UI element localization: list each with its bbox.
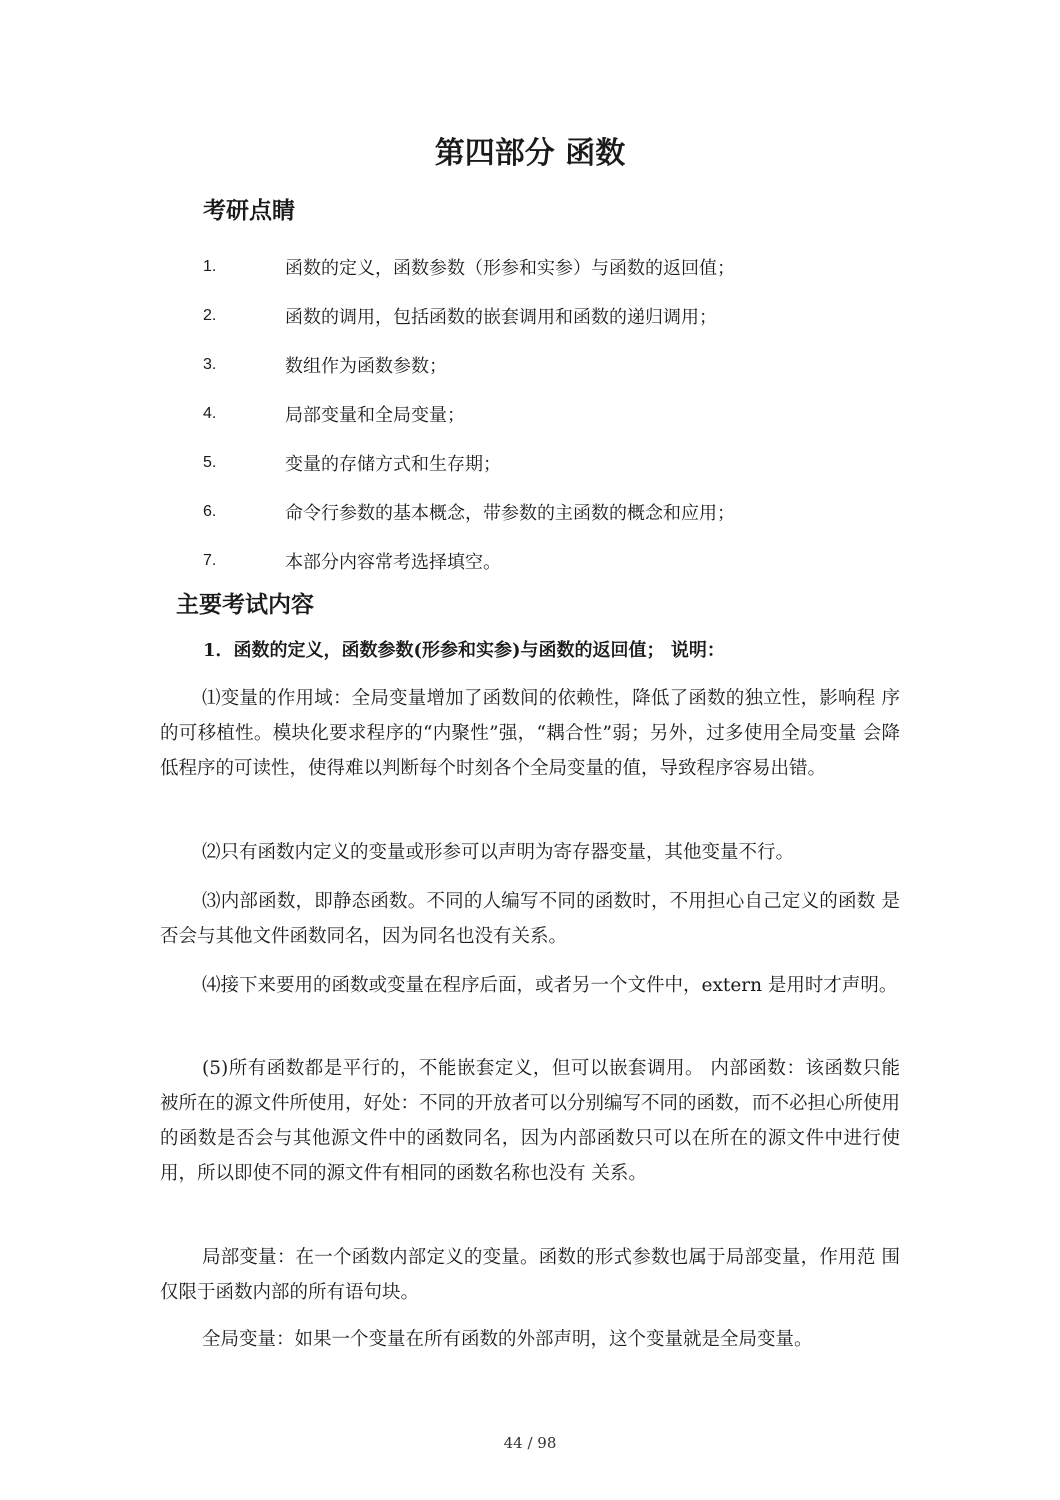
list-item-text: 本部分内容常考选择填空。: [285, 551, 501, 573]
list-item: [203, 389, 735, 438]
paragraph-scope: ⑴变量的作用域：全局变量增加了函数间的依赖性，降低了函数的独立性，影响程 序的可移植性。模块化要求程序的“内聚性”强，“耦合性”弱；另外，过多使用全局变量 会降低程序的可读性，使得难以判断每个时刻各个全局变量的值，导致程序容易出错。: [160, 688, 900, 779]
key-points-list: [203, 242, 735, 585]
paragraph-static-function: ⑶内部函数，即静态函数。不同的人编写不同的函数时，不用担心自己定义的函数 是否会与其他文件函数同名，因为同名也没有关系。: [160, 891, 900, 947]
list-item-number: 3.: [203, 355, 217, 373]
list-item: [203, 291, 735, 340]
list-item-text: 命令行参数的基本概念，带参数的主函数的概念和应用；: [285, 502, 735, 524]
paragraph-local-variable: 局部变量：在一个函数内部定义的变量。函数的形式参数也属于局部变量，作用范 围仅限于函数内部的所有语句块。: [160, 1247, 900, 1303]
list-item-number: 6.: [203, 502, 217, 520]
list-item-number: 1.: [203, 257, 217, 275]
list-item: [203, 242, 735, 291]
paragraph-parallel-functions: (5)所有函数都是平行的，不能嵌套定义，但可以嵌套调用。 内部函数：该函数只能被所在的源文件所使用，好处：不同的开放者可以分别编写不同的函数，而不必担心所使用的函数是否会与其他源文件中的函数同名，因为内部函数只可以在所在的源文件中进行使用，所以即使不同的源文件有相同的函数名称也没有 关系。: [160, 1058, 901, 1184]
list-item-number: 5.: [203, 453, 217, 471]
list-item: [203, 438, 735, 487]
subsection-heading: 1．函数的定义，函数参数(形参和实参)与函数的返回值； 说明：: [203, 640, 725, 661]
list-item-number: 4.: [203, 404, 217, 422]
list-item-text: 变量的存储方式和生存期；: [285, 453, 501, 475]
paragraph-extern: ⑷接下来要用的函数或变量在程序后面，或者另一个文件中，extern 是用时才声明。: [202, 975, 898, 996]
page-number: 44 / 98: [503, 1434, 557, 1452]
list-item: [203, 487, 735, 536]
list-item-text: 函数的定义，函数参数（形参和实参）与函数的返回值；: [285, 257, 735, 279]
list-item-text: 局部变量和全局变量；: [285, 404, 465, 426]
paragraph-global-variable: 全局变量：如果一个变量在所有函数的外部声明，这个变量就是全局变量。: [202, 1329, 813, 1350]
list-item-text: 数组作为函数参数；: [285, 355, 447, 377]
list-item: [203, 340, 735, 389]
paragraph-register: ⑵只有函数内定义的变量或形参可以声明为寄存器变量，其他变量不行。: [202, 842, 795, 863]
list-item: [203, 536, 735, 585]
page-title: 第四部分 函数: [434, 136, 626, 171]
list-item-number: 7.: [203, 551, 217, 569]
section-heading-key-points: 考研点睛: [203, 198, 295, 224]
list-item-text: 函数的调用，包括函数的嵌套调用和函数的递归调用；: [285, 306, 717, 328]
section-heading-main-content: 主要考试内容: [176, 592, 314, 618]
list-item-number: 2.: [203, 306, 217, 324]
